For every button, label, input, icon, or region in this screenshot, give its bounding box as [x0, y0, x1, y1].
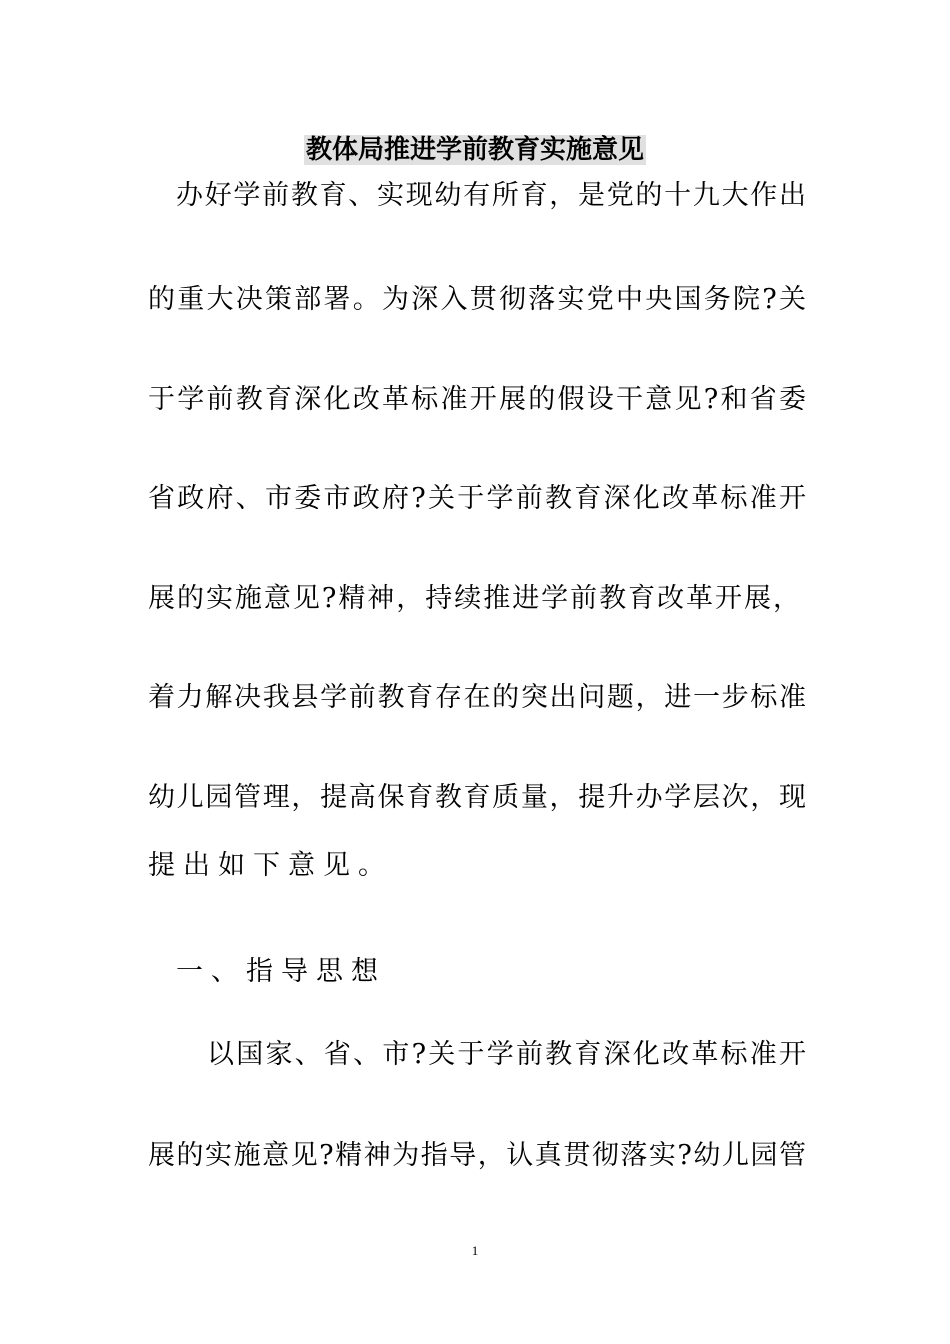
page-number: 1 — [471, 1243, 479, 1258]
document-title: 教体局推进学前教育实施意见 — [305, 135, 644, 165]
paragraph-line: 省政府、市委市政府?关于学前教育深化改革标准开 — [148, 483, 806, 514]
document-title-wrap — [0, 131, 950, 169]
paragraph-line: 办好学前教育、实现幼有所育，是党的十九大作出 — [176, 180, 806, 211]
paragraph-line: 的重大决策部署。为深入贯彻落实党中央国务院?关 — [148, 284, 806, 315]
paragraph-line: 着力解决我县学前教育存在的突出问题，进一步标准 — [148, 682, 806, 713]
paragraph-line: 展的实施意见?精神，持续推进学前教育改革开展， — [148, 583, 800, 614]
paragraph-line: 以国家、省、市?关于学前教育深化改革标准开 — [207, 1039, 806, 1070]
section-heading: 一、指导思想 — [176, 956, 386, 987]
paragraph-line: 幼儿园管理，提高保育教育质量，提升办学层次，现 — [148, 782, 806, 813]
paragraph-line: 提出如下意见。 — [148, 850, 393, 881]
paragraph-line: 于学前教育深化改革标准开展的假设干意见?和省委 — [148, 384, 806, 415]
paragraph-line: 展的实施意见?精神为指导，认真贯彻落实?幼儿园管 — [148, 1140, 806, 1171]
